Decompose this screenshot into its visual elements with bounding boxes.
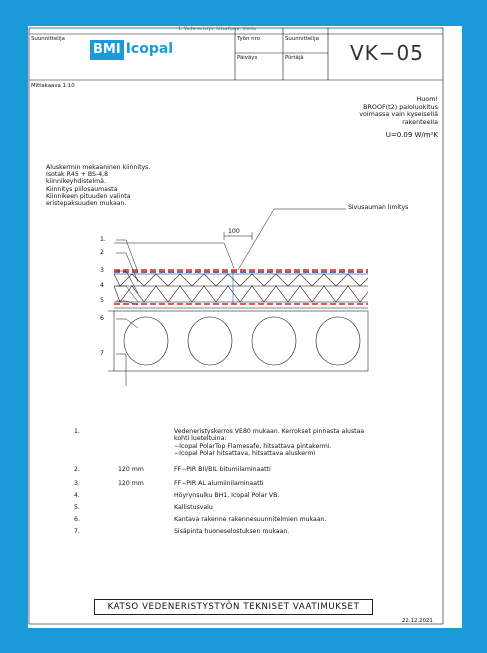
marker-5: 5: [100, 297, 104, 304]
legend-row-3: 3. 120 mm FF−PIR AL alumiinilaminaatti: [74, 480, 264, 487]
bmi-icopal-logo: [90, 40, 173, 60]
note-broof: BROOF(t2) paloluokitus: [363, 102, 438, 111]
dimension-label: 100: [228, 228, 240, 235]
marker-4: 4: [100, 282, 104, 289]
marker-1: 1.: [100, 236, 106, 243]
leader-7: [116, 354, 126, 386]
annotation-line: Aluskermin mekaaninen kiinnitys.: [46, 164, 151, 171]
hollow-core-slab: [114, 311, 368, 371]
marker-6: 6: [100, 315, 104, 322]
designer2-label: Suunnittelija: [285, 36, 319, 42]
note-voimassa: voimassa vain kyseisellä: [359, 110, 438, 119]
insulation-2-hatch: [114, 274, 368, 286]
seam-annotation: Sivusauman limitys: [348, 204, 409, 211]
date-label: Päiväys: [237, 55, 258, 61]
marker-7: 7: [100, 350, 104, 357]
annotation-line: Kiinnikeen pituuden valinta: [46, 192, 131, 200]
u-value: U=0.09 W/m²K: [385, 131, 438, 140]
legend-row-4: 4. Höyrynsulku BH1, Icopal Polar VB.: [74, 492, 280, 499]
logo-bmi: BMI: [90, 40, 124, 60]
work-no-label: Työn nro: [237, 36, 260, 42]
annotation-line: Isotak R45 + BS-4,8: [46, 171, 109, 179]
legend-row-6: 6. Kantava rakenne rakennesuunnitelmien mukaan.: [74, 516, 327, 523]
logo-icopal: Icopal: [125, 41, 174, 57]
drawing-number: VK−05: [350, 41, 425, 65]
title-block: [28, 26, 462, 80]
legend-row-2: 2. 120 mm FF−PIR BII/BIL bitumilaminaatti: [74, 466, 271, 473]
leader-2: [116, 253, 138, 282]
leader-seam: [238, 209, 346, 270]
drawn-by-label: Piirtäjä: [285, 55, 304, 61]
drawing-sheet: [28, 26, 462, 628]
annotation-line: eristepaksuuden mukaan.: [46, 200, 127, 208]
notes-right: [359, 96, 438, 140]
legend-row-5: 5. Kallistusvalu: [74, 504, 213, 511]
annotation-line: kiinnikeyhdistelmä.: [46, 178, 106, 186]
technical-requirements-note: KATSO VEDENERISTYSTYÖN TEKNISET VAATIMUKSET: [94, 599, 373, 615]
insulation-3-hatch: [114, 286, 368, 302]
note-huom: Huom!: [416, 95, 438, 103]
top-note: 1. Vedeneristys, hitsattava, Vierto: [178, 27, 257, 32]
legend-row-1: 1. Vedeneristyskerros VE80 mukaan. Kerrokset pinnasta alustaa kohti lueteltuina: −Icopal PolarTop Flamesafe, hitsattava pintakermi. −Icopal Polar hitsattava, hitsattava aluskermi: [74, 428, 365, 458]
fastener-annotation: [46, 164, 150, 207]
annotation-line: Kiinnitys piilosaumasta: [46, 185, 118, 193]
legend-row-7: 7. Sisäpinta huoneselostuksen mukaan.: [74, 528, 290, 535]
note-rakenteella: rakenteella: [402, 117, 438, 126]
designer-label: Suunnittelija: [31, 36, 65, 42]
slab-cores: [124, 317, 360, 365]
marker-3: 3: [100, 267, 104, 274]
footer-date: 22.12.2021: [402, 618, 433, 624]
scale-label: Mittakaava 1:10: [31, 83, 75, 89]
marker-2: 2: [100, 249, 104, 256]
